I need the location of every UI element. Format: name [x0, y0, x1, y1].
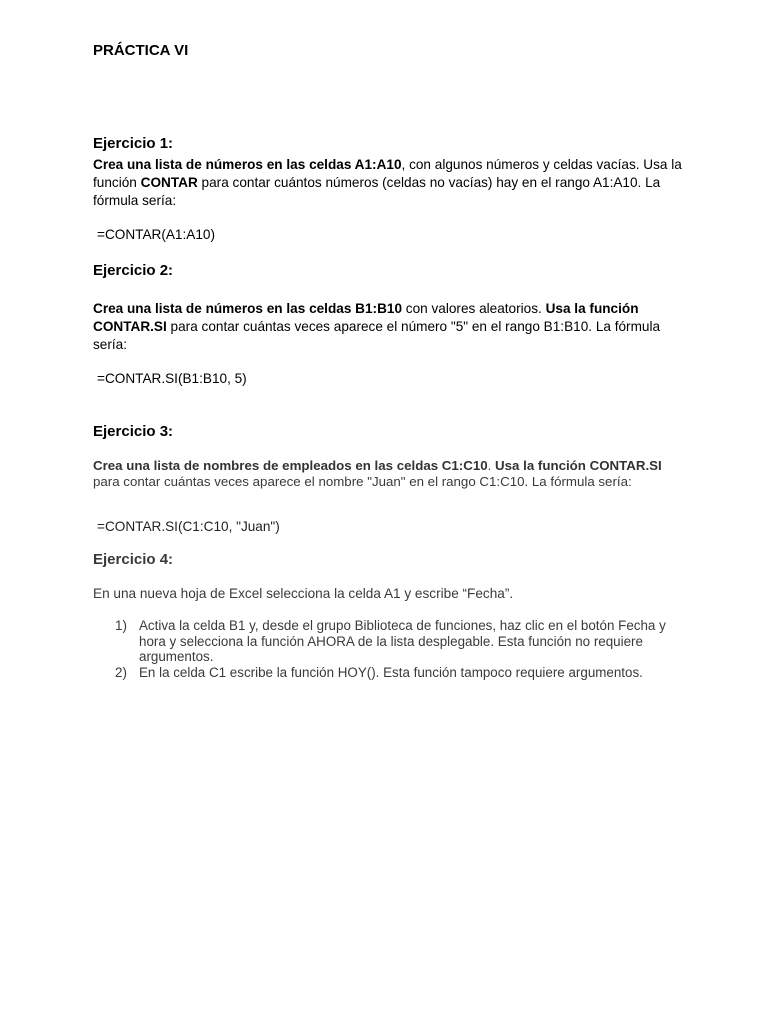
exercise-1-bold-1: Crea una lista de números en las celdas A1:A10 — [93, 157, 402, 172]
list-item-text: En la celda C1 escribe la función HOY(). Esta función tampoco requiere argumentos. — [139, 664, 643, 680]
list-item — [115, 618, 685, 665]
exercise-3-text — [93, 458, 673, 489]
exercise-1-formula: =CONTAR(A1:A10) — [97, 227, 215, 242]
exercise-1-text-1: , con algunos números y celdas vacías. Usa la función — [93, 157, 682, 190]
exercise-3-formula: =CONTAR.SI(C1:C10, "Juan") — [97, 519, 280, 534]
list-item-number: 1) — [115, 618, 127, 633]
exercise-2-text-1: con valores aleatorios. — [402, 301, 546, 316]
exercise-2-heading: Ejercicio 2: — [93, 262, 174, 279]
exercise-4-intro: En una nueva hoja de Excel selecciona la celda A1 y escribe “Fecha”. — [93, 586, 514, 601]
exercise-4-heading: Ejercicio 4: — [93, 551, 174, 568]
exercise-2-text — [93, 300, 688, 354]
exercise-2-bold-1: Crea una lista de números en las celdas B1:B10 — [93, 301, 403, 316]
page-title: PRÁCTICA VI — [93, 42, 189, 59]
list-item — [115, 665, 685, 681]
exercise-3-heading: Ejercicio 3: — [93, 423, 174, 440]
exercise-2-text-2: para contar cuántas veces aparece el número "5" en el rango B1:B10. La fórmula sería: — [93, 319, 661, 352]
exercise-3-bold-1: Crea una lista de nombres de empleados en las celdas C1:C10 — [93, 458, 488, 473]
exercise-1-bold-2: CONTAR — [140, 175, 198, 190]
exercise-3-text-2: para contar cuántas veces aparece el nombre "Juan" en el rango C1:C10. La fórmula sería: — [93, 473, 632, 489]
list-item-text: Activa la celda B1 y, desde el grupo Biblioteca de funciones, haz clic en el botón Fecha y hora y selecciona la función AHORA de la lista desplegable. Esta función no requiere argumentos. — [139, 618, 666, 664]
list-item-number: 2) — [115, 664, 127, 680]
exercise-2-formula: =CONTAR.SI(B1:B10, 5) — [97, 371, 247, 386]
exercise-1-text-2: para contar cuántos números (celdas no vacías) hay en el rango A1:A10. La fórmula sería: — [93, 175, 661, 208]
exercise-3-text-1: . — [487, 458, 496, 473]
exercise-3-bold-2: Usa la función CONTAR.SI — [495, 458, 662, 473]
exercise-1-text — [93, 156, 688, 210]
exercise-4-list — [115, 618, 685, 680]
exercise-2-bold-2: Usa la función CONTAR.SI — [93, 301, 639, 334]
exercise-1-heading: Ejercicio 1: — [93, 135, 174, 152]
